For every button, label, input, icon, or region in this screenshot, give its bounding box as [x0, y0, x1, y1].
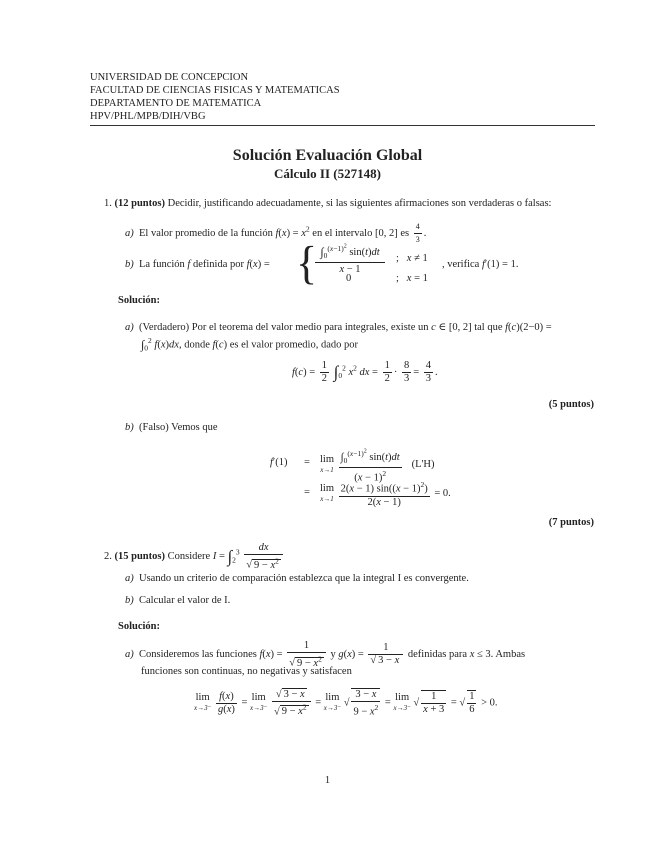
solution-1a-line2: $\int_0^2$ f(x)dx, donde f(c) es el valor promedio, dado por — [141, 336, 358, 353]
header-rule — [90, 125, 595, 126]
piecewise-cond-2: ; x = 1 — [396, 273, 428, 284]
header-university: UNIVERSIDAD DE CONCEPCION — [90, 72, 249, 83]
solution-1b-eq2: = — [304, 487, 310, 498]
solution-2a-line2: funciones son continuas, no negativas y satisfacen — [141, 666, 352, 677]
solution-2-label: Solución: — [118, 621, 161, 632]
problem-2a: a) Usando un criterio de comparación establezca que la integral I es convergente. — [125, 573, 469, 584]
solution-1b-eq1: = — [304, 457, 310, 468]
problem-1b: b) La función f definida por f(x) = — [125, 259, 270, 270]
piecewise-brace: { — [296, 237, 318, 290]
page-subtitle: Cálculo II (527148) — [274, 166, 381, 181]
solution-1-label: Solución: — [118, 295, 161, 306]
solution-1b-line2: lim x→1 $\frac{2(x - 1) \sin((x - 1)^2)}{2(x - 1)}$ = 0. — [320, 480, 451, 508]
solution-1a-equation: f(c) = $\frac{1}{2}$ $\int_0^2$ $x^2$ dx = $\frac{1}{2}$ · $\frac{8}{3}$ = $\frac{4}{3}$ . — [292, 360, 438, 384]
problem-1-statement: 1. (12 puntos) Decidir, justificando adecuadamente, si las siguientes afirmaciones son verdaderas o falsas: — [104, 198, 552, 209]
solution-1b-line1: lim x→1 $\frac{\int_0^{(x-1)^2} \sin(t)dt}{(x - 1)^2}$ (L'H) — [320, 448, 435, 484]
page-number: 1 — [324, 775, 331, 786]
piecewise-case-2: 0 — [346, 273, 352, 284]
solution-1b-points: (7 puntos) — [548, 517, 594, 528]
solution-1a-line1: a) (Verdadero) Por el teorema del valor medio para integrales, existe un c ∈ [0, 2] tal que f(c)(2−0) = — [125, 322, 552, 333]
solution-2a-line1: a) Consideremos las funciones f(x) = $\frac{1}{√ 9 - x^2}$ y g(x) = $\frac{1}{√ 3 - x}$ definidas para x ≤ 3. Ambas — [125, 640, 526, 669]
header-department: DEPARTAMENTO DE MATEMATICA — [90, 98, 262, 109]
solution-1b-intro: b) (Falso) Vemos que — [125, 422, 218, 433]
problem-2b: b) Calcular el valor de I. — [125, 595, 231, 606]
piecewise-case-1: $\int_0^{(x-1)^2}$ sin(t)dt x − 1 — [315, 240, 385, 276]
solution-1b-lhs: f′(1) — [270, 457, 288, 468]
piecewise-cond-1: ; x ≠ 1 — [396, 253, 428, 264]
problem-2-statement: 2. (15 puntos) Considere $I = \int_2^3$ $\frac{dx}{√ 9 - x^2}$ — [104, 542, 285, 572]
header-faculty: FACULTAD DE CIENCIAS FISICAS Y MATEMATICAS — [90, 85, 340, 96]
solution-1a-points: (5 puntos) — [548, 399, 594, 410]
header-authors: HPV/PHL/MPB/DIH/VBG — [90, 111, 206, 122]
problem-1b-claim: , verifica f′(1) = 1. — [442, 259, 519, 270]
problem-1a: a) El valor promedio de la función $f(x) = x^2$ en el intervalo [0, 2] es $\frac{4}{3}$ . — [125, 222, 427, 244]
solution-2a-limit: lim x→3⁻ $\frac{f(x)}{g(x)}$ = lim x→3⁻ $\frac{√ 3 - x}{√ 9 - x^2}$ = lim x→3⁻ √ $\frac{3 - x}{9 - x^2}$ = lim x→3⁻ √ $\frac{1}{x + 3}$ = √ $\frac{1}{6}$ > 0. — [194, 688, 498, 718]
page-title: Solución Evaluación Global — [232, 147, 423, 164]
